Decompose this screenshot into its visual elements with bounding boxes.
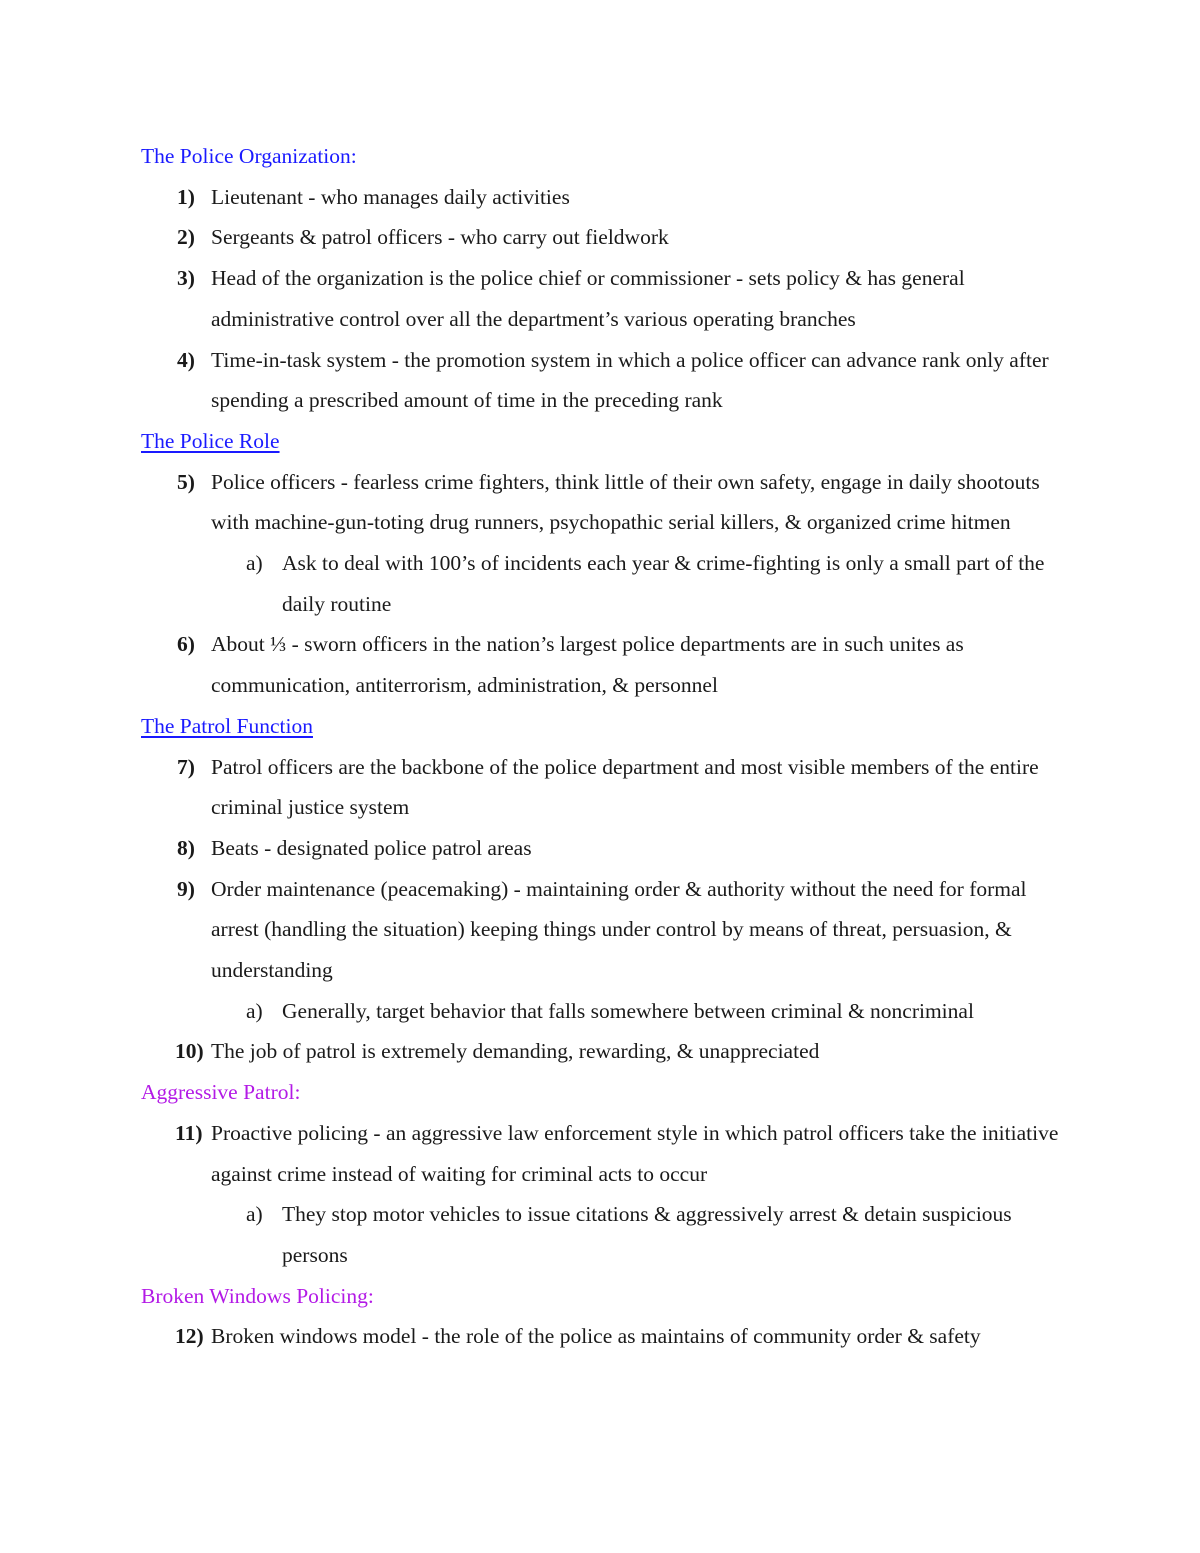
list-number: 10) — [175, 1039, 204, 1064]
list-number: 4) — [177, 347, 195, 372]
list-item — [141, 624, 1071, 705]
section-heading-aggressive-patrol: Aggressive Patrol: — [141, 1080, 301, 1105]
list-item — [141, 1113, 1071, 1194]
sub-list-text: Ask to deal with 100’s of incidents each year & crime-fighting is only a small part of the daily routine — [282, 551, 1045, 616]
list-text: Proactive policing - an aggressive law enforcement style in which patrol officers take the initiative against crime instead of waiting for criminal acts to occur — [211, 1120, 1059, 1186]
list-item — [141, 828, 1071, 869]
sub-list-text: They stop motor vehicles to issue citations & aggressively arrest & detain suspicious persons — [282, 1202, 1012, 1267]
sub-list-item — [141, 991, 1071, 1032]
list-number: 3) — [177, 266, 195, 291]
list-item — [141, 462, 1071, 543]
list-item — [141, 869, 1071, 991]
list-text: The job of patrol is extremely demanding, rewarding, & unappreciated — [211, 1039, 820, 1064]
document-body — [141, 136, 1071, 1357]
list-number: 6) — [177, 632, 195, 657]
list-item — [141, 217, 1071, 258]
list-text: Head of the organization is the police chief or commissioner - sets policy & has general administrative control over all the department’s various operating branches — [211, 266, 965, 331]
list-text: About ⅓ - sworn officers in the nation’s largest police departments are in such unites as communication, antiterrorism, administration, & personnel — [211, 632, 964, 698]
list-text: Police officers - fearless crime fighters, think little of their own safety, engage in daily shootouts with machine-gun-toting drug runners, psychopathic serial killers, & organized crime hitmen — [211, 469, 1040, 535]
section-heading-patrol-function[interactable]: The Patrol Function — [141, 713, 313, 738]
list-item — [141, 1316, 1071, 1357]
list-item — [141, 747, 1071, 828]
sub-list-letter: a) — [246, 551, 263, 576]
list-item — [141, 340, 1071, 421]
section-heading-police-organization: The Police Organization: — [141, 144, 357, 168]
list-number: 9) — [177, 876, 195, 901]
list-item — [141, 258, 1071, 339]
section-heading-broken-windows: Broken Windows Policing: — [141, 1283, 374, 1308]
list-number: 1) — [177, 184, 195, 209]
list-text: Lieutenant - who manages daily activities — [211, 184, 570, 209]
list-text: Time-in-task system - the promotion system in which a police officer can advance rank only after spending a prescribed amount of time in the preceding rank — [211, 347, 1049, 413]
list-number: 2) — [177, 225, 195, 250]
sub-list-item — [141, 1194, 1071, 1275]
sub-list-item — [141, 543, 1071, 624]
list-text: Beats - designated police patrol areas — [211, 835, 532, 860]
list-text: Sergeants & patrol officers - who carry out fieldwork — [211, 225, 669, 250]
sub-list-letter: a) — [246, 998, 263, 1023]
list-number: 11) — [175, 1120, 203, 1145]
list-text: Patrol officers are the backbone of the police department and most visible members of the entire criminal justice system — [211, 754, 1039, 820]
list-number: 7) — [177, 754, 195, 779]
list-number: 12) — [175, 1324, 204, 1349]
list-text: Broken windows model - the role of the police as maintains of community order & safety — [211, 1324, 981, 1349]
list-text: Order maintenance (peacemaking) - maintaining order & authority without the need for formal arrest (handling the situation) keeping things under control by means of threat, persuasion, & understanding — [211, 876, 1027, 983]
list-item — [141, 177, 1071, 218]
section-heading-police-role[interactable]: The Police Role — [141, 428, 280, 453]
list-number: 8) — [177, 835, 195, 860]
list-number: 5) — [177, 469, 195, 494]
sub-list-letter: a) — [246, 1202, 263, 1227]
list-item — [141, 1031, 1071, 1072]
sub-list-text: Generally, target behavior that falls somewhere between criminal & noncriminal — [282, 998, 974, 1023]
